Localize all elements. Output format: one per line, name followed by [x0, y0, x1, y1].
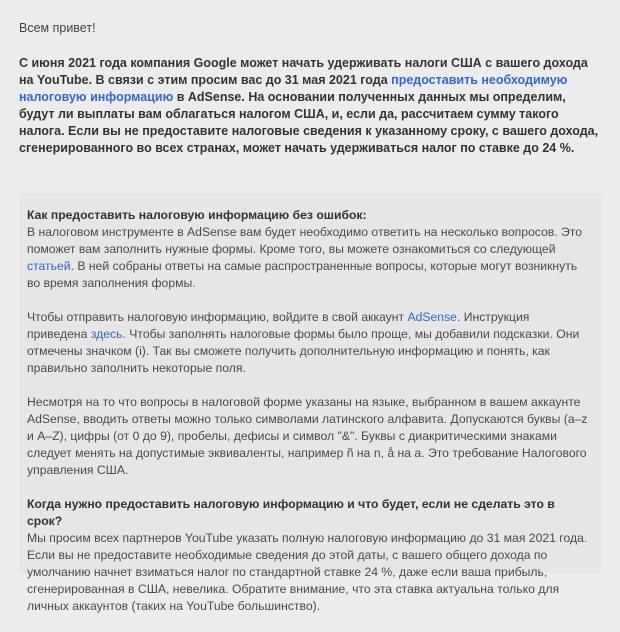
section-submit-text-3: . Чтобы заполнять налоговые формы было проще, мы добавили подсказки. Они отмечены значком (i). Так вы сможете получить дополнительную информацию и понять, как правильно заполнить некоторые поля.	[27, 327, 580, 375]
section-submit-text-1: Чтобы отправить налоговую информацию, войдите в свой аккаунт	[27, 310, 408, 324]
section-how-to-heading: Как предоставить налоговую информацию без ошибок:	[27, 208, 367, 222]
intro-text-2: в AdSense. На основании полученных данных мы определим, будут ли выплаты вам облагаться налогом США, и, если да, рассчитаем сумму такого налога. Если вы не предоставите налоговые сведения к указанному сроку, с вашего дохода, сгенерированного во всех странах, может начать удерживаться налог по ставке до 24 %.	[19, 90, 599, 155]
greeting-text: Всем привет!	[19, 21, 96, 35]
intro-paragraph	[19, 55, 604, 157]
section-latin	[27, 394, 592, 479]
article-link[interactable]: статьей	[27, 259, 71, 273]
section-submit	[27, 309, 592, 377]
section-how-to-text-2: . В ней собраны ответы на самые распространенные вопросы, которые могут возникнуть во время заполнения формы.	[27, 259, 578, 290]
section-how-to-text-1: В налоговом инструменте в AdSense вам будет необходимо ответить на несколько вопросов. Это поможет вам заполнить нужные формы. Кроме того, вы можете ознакомиться со следующей	[27, 225, 583, 256]
section-latin-text: Несмотря на то что вопросы в налоговой форме указаны на языке, выбранном в вашем аккаунте AdSense, вводить ответы можно только символами латинского алфавита. Допускаются буквы (a–z и A–Z), цифры (от 0 до 9), пробелы, дефисы и символ "&". Буквы с диакритическими знаками следует менять на допустимые эквиваленты, например ñ на n, å на a. Это требование Налогового управления США.	[27, 395, 588, 477]
section-deadline	[27, 496, 592, 615]
section-deadline-text: Мы просим всех партнеров YouTube указать полную налоговую информацию до 31 мая 2021 года. Если вы не предоставите необходимые сведения до этой даты, с вашего общего дохода по умолчанию начнет взиматься налог по стандартной ставке 24 %, даже если ваша прибыль, сгенерированная в США, невелика. Обратите внимание, что эта ставка актуальна только для личных аккаунтов (таких на YouTube большинство).	[27, 531, 588, 613]
section-how-to	[27, 207, 592, 292]
instructions-link[interactable]: здесь	[90, 327, 123, 341]
info-card-content	[27, 207, 592, 632]
adsense-link[interactable]: AdSense	[407, 310, 457, 324]
intro-text-1: С июня 2021 года компания Google может начать удерживать налоги США с вашего дохода на YouTube. В связи с этим просим вас до 31 мая 2021 года	[19, 56, 588, 87]
section-deadline-heading: Когда нужно предоставить налоговую информацию и что будет, если не сделать это в срок?	[27, 497, 555, 528]
tax-info-link[interactable]: предоставить необходимую налоговую информацию	[19, 73, 568, 104]
section-submit-text-2: . Инструкция приведена	[27, 310, 530, 341]
info-card	[19, 193, 601, 613]
